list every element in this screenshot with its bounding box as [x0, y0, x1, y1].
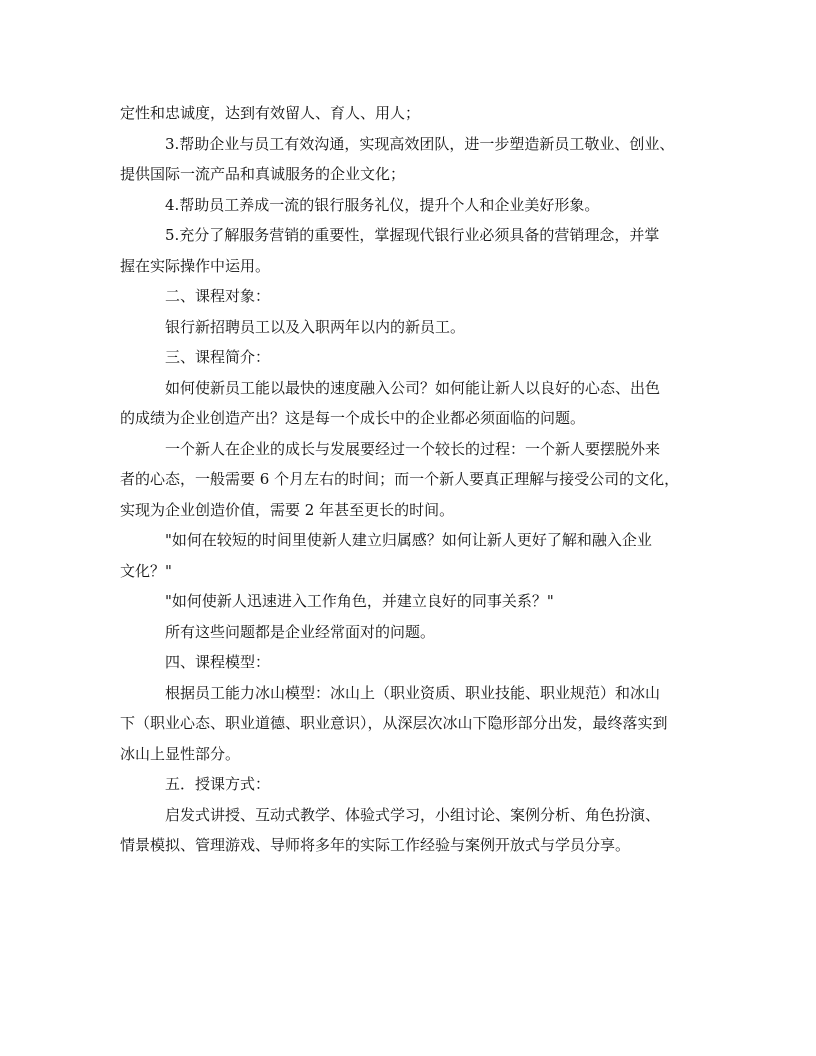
text-line: 根据员工能力冰山模型：冰山上（职业资质、职业技能、职业规范）和冰山 — [165, 683, 661, 702]
text-line: 4.帮助员工养成一流的银行服务礼仪，提升个人和企业美好形象。 — [165, 195, 600, 214]
text-line: 实现为企业创造价值，需要 2 年甚至更长的时间。 — [120, 500, 455, 519]
text-line: 下（职业心态、职业道德、职业意识），从深层次冰山下隐形部分出发，最终落实到 — [120, 714, 668, 732]
section-heading: 三、课程简介： — [165, 348, 271, 366]
text-line: 情景模拟、管理游戏、导师将多年的实际工作经验与案例开放式与学员分享。 — [120, 836, 631, 854]
text-line: "如何在较短的时间里使新人建立归属感？如何让新人更好了解和融入企业 — [165, 531, 652, 549]
text-line: 定性和忠诚度，达到有效留人、育人、用人； — [120, 104, 421, 122]
text-line: 的成绩为企业创造产出？这是每一个成长中的企业都必须面临的问题。 — [120, 409, 586, 427]
text-line: 提供国际一流产品和真诚服务的企业文化； — [120, 165, 406, 183]
body-text — [120, 98, 700, 861]
text-line: 所有这些问题都是企业经常面对的问题。 — [165, 622, 436, 641]
text-line: 者的心态，一般需要 6 个月左右的时间；而一个新人要真正理解与接受公司的文化， — [120, 470, 680, 488]
text-line: 握在实际操作中运用。 — [120, 256, 271, 275]
text-line: 如何使新员工能以最快的速度融入公司？如何能让新人以良好的心态、出色 — [165, 378, 661, 397]
text-line: 一个新人在企业的成长与发展要经过一个较长的过程：一个新人要摆脱外来 — [165, 439, 661, 458]
text-line: 3.帮助企业与员工有效沟通，实现高效团队，进一步塑造新员工敬业、创业、 — [165, 134, 675, 153]
text-line: 5.充分了解服务营销的重要性，掌握现代银行业必须具备的营销理念，并掌 — [165, 226, 660, 244]
section-heading: 二、课程对象： — [165, 287, 271, 305]
section-heading: 四、课程模型： — [165, 653, 271, 671]
text-line: 启发式讲授、互动式教学、体验式学习，小组讨论、案例分析、角色扮演、 — [165, 805, 661, 824]
text-line: 冰山上显性部分。 — [120, 744, 241, 763]
text-line: 文化？" — [120, 561, 172, 580]
section-heading: 五．授课方式： — [165, 775, 271, 793]
text-line: 银行新招聘员工以及入职两年以内的新员工。 — [165, 317, 466, 336]
text-line: "如何使新人迅速进入工作角色，并建立良好的同事关系？" — [165, 592, 554, 610]
